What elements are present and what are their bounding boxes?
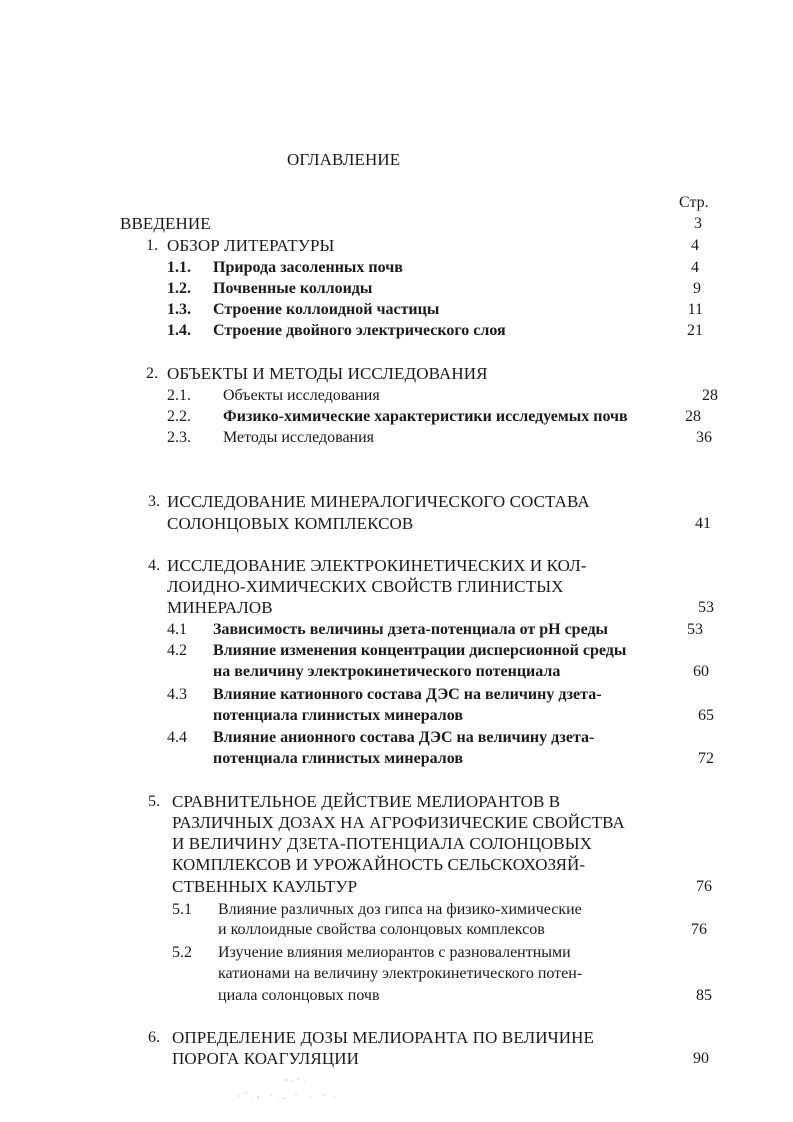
- section-title-continued[interactable]: циала солонцовых почв: [218, 987, 380, 1004]
- chapter-number: 6.: [148, 1029, 161, 1046]
- chapter-number: 4.: [148, 557, 161, 574]
- section-title-continued[interactable]: на величину электрокинетического потенциала: [213, 663, 561, 680]
- toc-page-number: 53: [698, 599, 714, 616]
- section-number: 1.1.: [167, 259, 191, 276]
- toc-page-number: 4: [691, 237, 699, 254]
- toc-page-number: 28: [702, 387, 718, 404]
- chapter-title[interactable]: ОПРЕДЕЛЕНИЕ ДОЗЫ МЕЛИОРАНТА ПО ВЕЛИЧИНЕ: [172, 1028, 594, 1047]
- section-number: 2.1.: [167, 387, 191, 404]
- section-title[interactable]: Строение коллоидной частицы: [213, 301, 440, 318]
- section-title[interactable]: Зависимость величины дзета-потенциала от pH среды: [213, 621, 609, 638]
- toc-page-number: 90: [693, 1050, 709, 1067]
- chapter-number: 5.: [148, 793, 161, 810]
- toc-page-number: 9: [693, 280, 701, 297]
- section-title[interactable]: Влияние анионного состава ДЭС на величину дзета-: [213, 729, 595, 746]
- toc-page-number: 36: [696, 429, 712, 446]
- chapter-title[interactable]: ИССЛЕДОВАНИЕ МИНЕРАЛОГИЧЕСКОГО СОСТАВА: [167, 492, 590, 511]
- section-number: 2.3.: [167, 429, 191, 446]
- chapter-title-continued[interactable]: СОЛОНЦОВЫХ КОМПЛЕКСОВ: [167, 514, 414, 533]
- toc-page-number: 85: [696, 987, 712, 1004]
- toc-page-number: 3: [694, 215, 702, 232]
- page-column-label: Стр.: [679, 194, 709, 211]
- section-title-continued[interactable]: и коллоидные свойства солонцовых комплексов: [218, 921, 545, 938]
- toc-page-number: 72: [698, 750, 714, 767]
- chapter-title[interactable]: ОБЗОР ЛИТЕРАТУРЫ: [167, 236, 335, 255]
- chapter-title-continued[interactable]: ЛОИДНО-ХИМИЧЕСКИХ СВОЙСТВ ГЛИНИСТЫХ: [167, 577, 564, 596]
- toc-page-number: 76: [691, 921, 707, 938]
- section-number: 4.3: [167, 686, 187, 703]
- section-title[interactable]: Влияние изменения концентрации дисперсионной среды: [213, 642, 627, 659]
- section-number: 4.2: [167, 642, 187, 659]
- toc-page-number: 60: [693, 663, 709, 680]
- scan-smudge: [226, 1076, 346, 1104]
- section-title-continued[interactable]: потенциала глинистых минералов: [213, 750, 463, 767]
- toc-page-number: 21: [687, 322, 703, 339]
- chapter-number: 2.: [146, 365, 159, 382]
- chapter-title[interactable]: ОБЪЕКТЫ И МЕТОДЫ ИССЛЕДОВАНИЯ: [167, 364, 488, 383]
- chapter-number: 1.: [146, 237, 159, 254]
- section-title[interactable]: Объекты исследования: [223, 387, 380, 404]
- chapter-title[interactable]: СРАВНИТЕЛЬНОЕ ДЕЙСТВИЕ МЕЛИОРАНТОВ В: [172, 792, 561, 811]
- chapter-title-continued[interactable]: И ВЕЛИЧИНУ ДЗЕТА-ПОТЕНЦИАЛА СОЛОНЦОВЫХ: [172, 834, 593, 853]
- toc-page-number: 76: [696, 878, 712, 895]
- section-title[interactable]: Природа засоленных почв: [213, 259, 403, 276]
- toc-intro[interactable]: ВВЕДЕНИЕ: [120, 214, 211, 233]
- section-number: 5.1: [172, 901, 192, 918]
- section-title[interactable]: Строение двойного электрического слоя: [213, 322, 506, 339]
- section-number: 2.2.: [167, 408, 191, 425]
- section-number: 5.2: [172, 944, 192, 961]
- section-number: 1.2.: [167, 280, 191, 297]
- section-title[interactable]: Влияние различных доз гипса на физико-химические: [218, 901, 582, 918]
- section-number: 4.4: [167, 729, 187, 746]
- toc-page-number: 4: [691, 259, 699, 276]
- page-title: ОГЛАВЛЕНИЕ: [287, 150, 401, 169]
- toc-page-number: 53: [687, 621, 703, 638]
- chapter-number: 3.: [148, 493, 161, 510]
- toc-page-number: 41: [695, 515, 711, 532]
- section-title[interactable]: Почвенные коллоиды: [213, 280, 373, 297]
- section-title[interactable]: Физико-химические характеристики исследуемых почв: [223, 408, 628, 425]
- chapter-title-continued[interactable]: КОМПЛЕКСОВ И УРОЖАЙНОСТЬ СЕЛЬСКОХОЗЯЙ-: [172, 855, 586, 874]
- section-title[interactable]: Изучение влияния мелиорантов с разновалентными: [218, 944, 571, 961]
- toc-page-number: 65: [698, 707, 714, 724]
- section-title-continued[interactable]: потенциала глинистых минералов: [213, 707, 463, 724]
- toc-page-number: 11: [687, 301, 703, 318]
- section-title-continued[interactable]: катионами на величину электрокинетического потен-: [218, 965, 583, 982]
- toc-page-number: 28: [685, 408, 701, 425]
- section-number: 4.1: [167, 621, 187, 638]
- section-title[interactable]: Методы исследования: [223, 429, 375, 446]
- chapter-title-continued[interactable]: МИНЕРАЛОВ: [167, 598, 273, 617]
- chapter-title-continued[interactable]: СТВЕННЫХ КАУЛЬТУР: [172, 877, 358, 896]
- chapter-title[interactable]: ИССЛЕДОВАНИЕ ЭЛЕКТРОКИНЕТИЧЕСКИХ И КОЛ-: [167, 556, 587, 575]
- chapter-title-continued[interactable]: РАЗЛИЧНЫХ ДОЗАХ НА АГРОФИЗИЧЕСКИЕ СВОЙСТВА: [172, 813, 625, 832]
- section-title[interactable]: Влияние катионного состава ДЭС на величину дзета-: [213, 686, 602, 703]
- section-number: 1.3.: [167, 301, 191, 318]
- section-number: 1.4.: [167, 322, 191, 339]
- chapter-title-continued[interactable]: ПОРОГА КОАГУЛЯЦИИ: [172, 1049, 359, 1068]
